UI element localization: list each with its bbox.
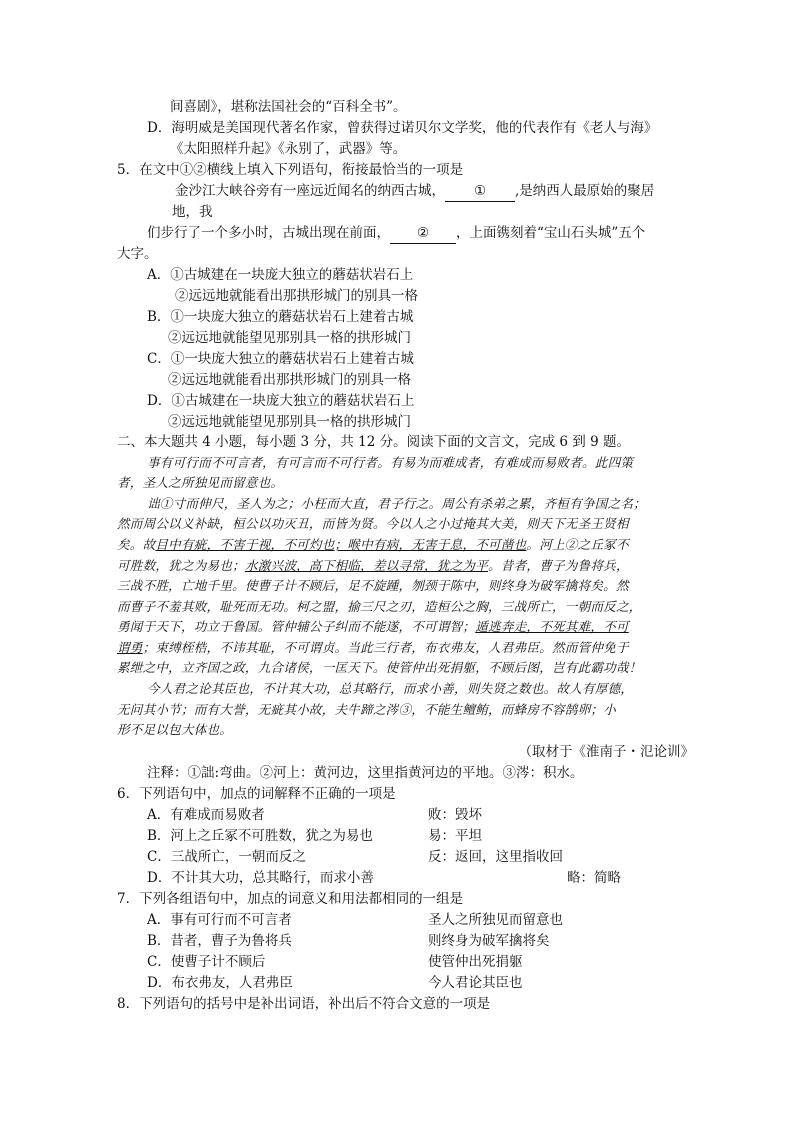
q5-passage-line4: 大字。 xyxy=(117,246,158,262)
q5-option-c-2: ②远远地就能看出那拱形城门的别具一格 xyxy=(168,372,411,388)
section2-heading: 二、本大题共 4 小题，每小题 3 分，共 12 分。阅读下面的文言文，完成 6 到 9 题。 xyxy=(117,434,630,450)
underlined-sentence-1: 目中有疵，不害于视，不可灼也；喉中有病，无害于息，不可凿也 xyxy=(155,537,527,552)
passage-p1-line2: 者，圣人之所独见而留意也。 xyxy=(117,475,284,490)
q5-option-d-2: ②远远地就能望见那别具一格的拱形城门 xyxy=(168,414,411,430)
q5-option-a-1: A．①古城建在一块庞大独立的蘑菇状岩石上 xyxy=(147,267,414,283)
q7-option-b-right: 则终身为破军擒将矣 xyxy=(428,933,550,949)
q5-option-b-2: ②远远地就能望见那别具一格的拱形城门 xyxy=(168,330,411,346)
passage-p2-line2: 然而周公以义补缺，桓公以功灭丑，而皆为贤。今以人之小过掩其大美，则天下无圣王贤相 xyxy=(117,516,629,531)
underlined-sentence-3-end: 谓勇 xyxy=(117,640,143,655)
q5-passage-line3: 们步行了一个多小时，古城出现在前面， ② ，上面镌刻着“宝山石头城”五个 xyxy=(147,223,645,244)
q4-option-d: D．海明威是美国现代著名作家，曾获得过诺贝尔文学奖，他的代表作有《老人与海》 xyxy=(147,120,658,136)
q7-option-a-left: A．事有可行而不可言者 xyxy=(147,912,292,928)
passage-source: （取材于《淮南子・氾论训》 xyxy=(518,744,694,760)
q6-option-a-gloss: 败：毁坏 xyxy=(428,807,482,823)
q5-blank-2: ② xyxy=(390,223,456,244)
q7-option-c-right: 使管仲出死捐躯 xyxy=(428,954,523,970)
q5-option-b-1: B．①一块庞大独立的蘑菇状岩石上建着古城 xyxy=(147,309,414,325)
q7-option-b-left: B．昔者，曹子为鲁将兵 xyxy=(147,933,292,949)
q6-stem: 6．下列语句中，加点的词解释不正确的一项是 xyxy=(117,786,396,802)
q6-option-c-gloss: 反：返回，这里指收回 xyxy=(428,849,563,865)
q7-option-a-right: 圣人之所独见而留意也 xyxy=(428,912,563,928)
q7-option-c-left: C．使曹子计不顾后 xyxy=(147,954,266,970)
q5-passage-line2: 地，我 xyxy=(172,204,213,220)
q6-option-b-gloss: 易：平坦 xyxy=(428,828,482,844)
passage-p2-line8: 谓勇；束缚桎梏，不讳其耻，不可谓贞。当此三行者，布衣弗友，人君弗臣。然而管仲免于 xyxy=(117,640,629,655)
underlined-sentence-2: 水激兴波，高下相临，差以寻常，犹之为平 xyxy=(244,558,489,573)
passage-p2-line7: 勇闻于天下，功立于鲁国。管仲辅公子纠而不能遂，不可谓智；遁逃奔走，不死其难，不可 xyxy=(117,619,629,634)
q7-option-d-right: 今人君论其臣也 xyxy=(428,975,523,991)
q6-option-b: B．河上之丘冢不可胜数，犹之为易也 xyxy=(147,828,373,844)
passage-p2-line4: 可胜数，犹之为易也；水激兴波，高下相临，差以寻常，犹之为平。昔者，曹子为鲁将兵， xyxy=(117,558,629,573)
underlined-sentence-3: 遁逃奔走，不死其难，不可 xyxy=(475,619,629,634)
passage-notes: 注释：①詘:弯曲。②河上：黄河边，这里指黄河边的平地。③涔：积水。 xyxy=(147,765,584,781)
q6-option-a: A．有难成而易败者 xyxy=(147,807,265,823)
q4-option-c-tail: 间喜剧》，堪称法国社会的“百科全书”。 xyxy=(170,99,407,115)
q5-option-a-2: ②远远地就能看出那拱形城门的别具一格 xyxy=(175,288,418,304)
q6-option-c: C．三战所亡，一朝而反之 xyxy=(147,849,306,865)
q6-option-d: D．不计其大功，总其略行，而求小善 xyxy=(147,870,374,886)
q8-stem: 8．下列语句的括号中是补出词语，补出后不符合文意的一项是 xyxy=(117,996,491,1012)
passage-p3-line1: 今人君之论其臣也，不计其大功，总其略行，而求小善，则失贤之数也。故人有厚德， xyxy=(147,681,634,696)
q5-option-d-1: D．①古城建在一块庞大独立的蘑菇状岩石上 xyxy=(147,393,415,409)
passage-p3-line2: 无问其小节；而有大誉，无疵其小故，夫牛蹄之涔③，不能生鳣鲔，而蜂房不容鹄卵；小 xyxy=(117,702,616,717)
passage-p2-line3: 矣。故目中有疵，不害于视，不可灼也；喉中有病，无害于息，不可凿也。河上②之丘冢不 xyxy=(117,537,629,552)
passage-p1-line1: 事有可行而不可言者，有可言而不可行者。有易为而难成者，有难成而易败者。此四策 xyxy=(147,455,634,470)
q7-stem: 7．下列各组语句中，加点的词意义和用法都相同的一组是 xyxy=(117,891,464,907)
q5-blank-1: ① xyxy=(445,181,515,202)
q5-option-c-1: C．①一块庞大独立的蘑菇状岩石上建着古城 xyxy=(147,351,414,367)
passage-p3-line3: 形不足以包大体也。 xyxy=(117,722,233,737)
q6-option-d-gloss: 略：简略 xyxy=(567,870,621,886)
q5-stem: 5．在文中①②横线上填入下列语句，衔接最恰当的一项是 xyxy=(117,162,464,178)
passage-p2-line5: 三战不胜，亡地千里。使曹子计不顾后，足不旋踵，刎颈于陈中，则终身为破军擒将矣。然 xyxy=(117,578,629,593)
q7-option-d-left: D．布衣弗友，人君弗臣 xyxy=(147,975,293,991)
passage-p2-line9: 累绁之中，立齐国之政，九合诸侯，一匡天下。使管仲出死捐躯，不顾后图，岂有此霸功哉！ xyxy=(117,660,642,675)
passage-p2-line6: 而曹子不羞其败，耻死而无功。柯之盟，揄三尺之刃，造桓公之胸，三战所亡，一朝而反之， xyxy=(117,599,642,614)
passage-p2-line1: 诎①寸而伸尺，圣人为之；小枉而大直，君子行之。周公有杀弟之累，齐桓有争国之名； xyxy=(147,496,646,511)
q4-option-d-tail: 《太阳照样升起》《永别了，武器》等。 xyxy=(170,141,407,157)
q5-passage-line1: 金沙江大峡谷旁有一座远近闻名的纳西古城， ① ,是纳西人最原始的聚居 xyxy=(175,181,654,202)
